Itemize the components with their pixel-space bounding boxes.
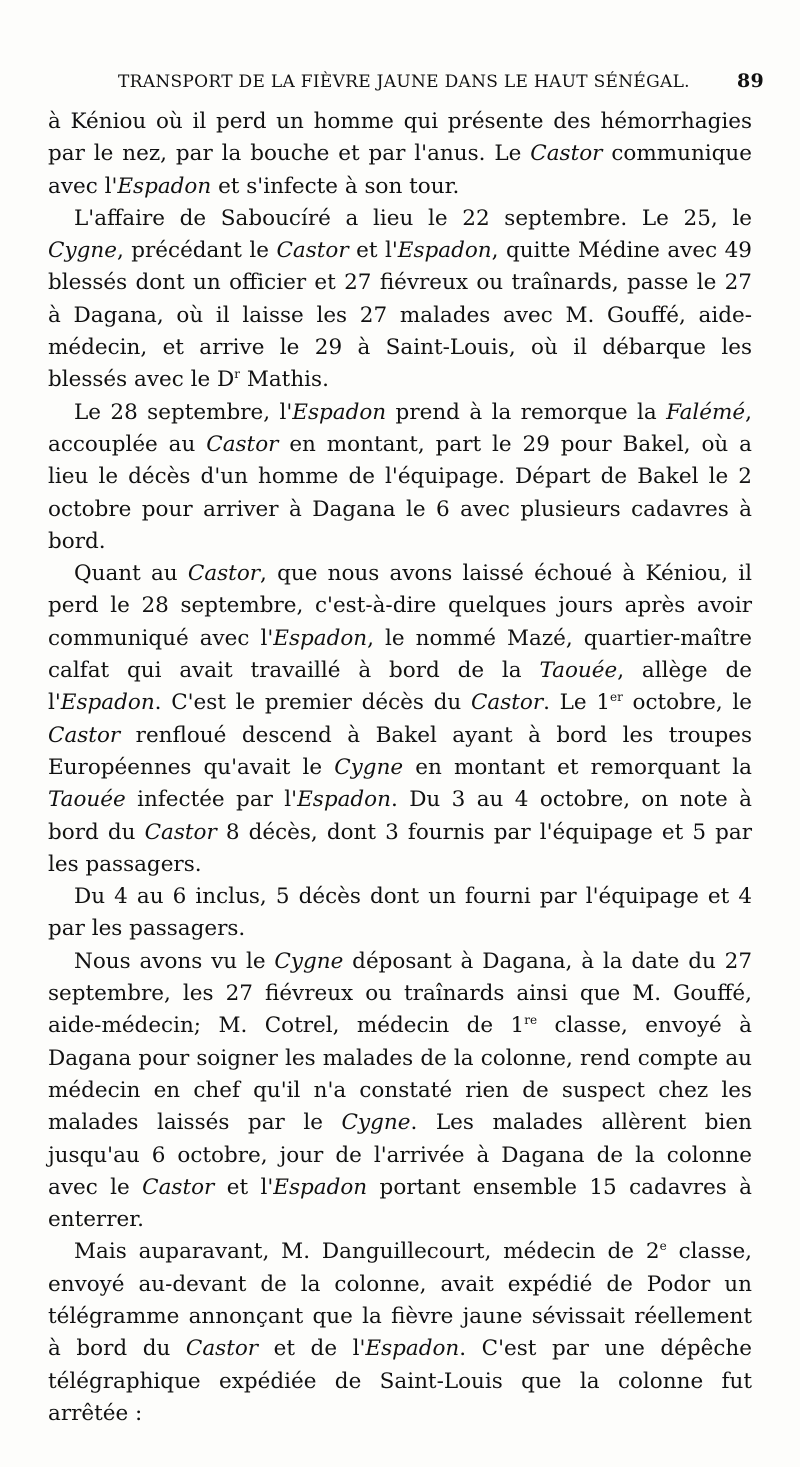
text-run: classe, envoyé au-devant de la colonne, avait expédié de Podor un télégramme annonçant que la fièvre jaune sévissait réellement à bord du: [48, 1239, 752, 1362]
text-run: Le 28 septembre, l': [74, 399, 293, 425]
text-run: octobre, le: [622, 690, 753, 716]
text-run: infectée par l': [125, 787, 298, 813]
text-run: , que nous avons laissé échoué à Kéniou, il perd le 28 septembre, c'est-à-dire quelques jours après avoir communiqué avec l': [48, 561, 752, 651]
paragraph: [48, 881, 752, 946]
text-run: Nous avons vu le: [74, 948, 275, 974]
text-run: 8 décès, dont 3 fournis par l'équipage et 5 par les passagers.: [48, 819, 752, 877]
ship-name: Castor: [48, 722, 121, 748]
paragraph: [48, 946, 752, 1237]
ship-name: Espadon: [297, 787, 391, 813]
text-run: , allège de l': [48, 658, 752, 716]
ship-name: Espadon: [273, 1174, 368, 1200]
text-run: . Les malades allèrent bien jusqu'au 6 octobre, jour de l'arrivée à Dagana de la colonne avec le: [48, 1110, 752, 1200]
ship-name: Castor: [142, 1174, 215, 1200]
ship-name: Cygne: [274, 948, 344, 974]
text-run: , accouplée au: [48, 399, 752, 457]
ship-name: Taouée: [48, 787, 126, 813]
ship-name: Castor: [187, 561, 261, 587]
text-run: communique avec l': [48, 141, 752, 199]
text-run: et l': [214, 1174, 274, 1200]
ship-name: Castor: [276, 238, 349, 264]
text-run: déposant à Dagana, à la date du 27 septembre, les 27 fiévreux ou traînards ainsi que M. Gouffé, aide-médecin; M. Cotrel, médecin de 1: [48, 948, 753, 1039]
text-run: à Kéniou où il perd un homme qui présente des hémorrhagies par le nez, par la bouche et par l'anus. Le: [48, 109, 752, 167]
text-run: classe, envoyé à Dagana pour soigner les malades de la colonne, rend compte au médecin en chef qu'il n'a constaté rien de suspect chez les malades laissés par le: [48, 1013, 752, 1136]
ship-name: Castor: [530, 141, 603, 167]
page-header: [50, 64, 764, 94]
ship-name: Espadon: [117, 173, 212, 199]
text-run: Quant au: [74, 561, 188, 587]
text-run: . C'est par une dépêche télégraphique expédiée de Saint-Louis que la colonne fut arrêtée :: [48, 1336, 753, 1426]
ship-name: Cygne: [48, 238, 117, 264]
ship-name: Espadon: [292, 399, 387, 425]
text-run: portant ensemble 15 cadavres à enterrer.: [48, 1174, 752, 1233]
text-run: L'affaire de Saboucíré a lieu le 22 septembre. Le 25, le: [74, 205, 752, 231]
superscript: r: [234, 367, 241, 382]
text-run: , précédant le: [116, 238, 277, 264]
paragraph: [48, 558, 752, 881]
text-run: Mathis.: [240, 367, 329, 393]
text-run: . Le 1: [543, 690, 611, 716]
text-run: renfloué descend à Bakel ayant à bord les troupes Européennes qu'avait le: [48, 722, 752, 780]
text-run: . Du 3 au 4 octobre, on note à bord du: [48, 787, 752, 845]
ship-name: Castor: [206, 431, 279, 457]
text-run: Mais auparavant, M. Danguillecourt, médecin de 2: [74, 1239, 660, 1265]
text-run: et l': [348, 238, 398, 264]
paragraph: [48, 1236, 752, 1430]
text-run: en montant, part le 29 pour Bakel, où a lieu le décès d'un homme de l'équipage. Départ de Bakel le 2 octobre pour arriver à Dagana le 6 avec plusieurs cadavres à bord.: [48, 431, 752, 554]
ship-name: Espadon: [273, 625, 368, 651]
ship-name: Castor: [144, 819, 217, 845]
paragraph: [48, 203, 752, 397]
body-text: [48, 106, 752, 1430]
text-run: , le nommé Mazé, quartier-maître calfat qui avait travaillé à bord de la: [48, 625, 752, 684]
paragraph: [48, 106, 752, 203]
ship-name: Castor: [185, 1336, 259, 1362]
ship-name: Taouée: [539, 658, 618, 684]
ship-name: Espadon: [60, 690, 155, 716]
superscript: re: [524, 1013, 538, 1028]
text-run: en montant et remorquant la: [403, 754, 752, 780]
text-run: . C'est le premier décès du: [154, 690, 471, 716]
ship-name: Falémé: [666, 399, 746, 425]
running-title: TRANSPORT DE LA FIÈVRE JAUNE DANS LE HAUT SÉNÉGAL.: [118, 72, 690, 92]
text-run: Du 4 au 6 inclus, 5 décès dont un fourni par l'équipage et 4 par les passagers.: [48, 884, 752, 942]
text-run: prend à la remorque la: [386, 399, 667, 425]
superscript: er: [610, 690, 623, 705]
superscript: e: [659, 1239, 667, 1254]
ship-name: Cygne: [341, 1110, 411, 1136]
ship-name: Castor: [470, 690, 544, 716]
page-number: 89: [736, 70, 764, 92]
text-run: et s'infecte à son tour.: [211, 173, 460, 199]
ship-name: Cygne: [334, 754, 404, 780]
ship-name: Espadon: [397, 238, 492, 264]
ship-name: Espadon: [365, 1336, 460, 1362]
paragraph: [48, 397, 752, 558]
text-run: , quitte Médine avec 49 blessés dont un officier et 27 fiévreux ou traînards, passe le 27 à Dagana, où il laisse les 27 malades avec M. Gouffé, aide-médecin, et arrive le 29 à Saint-Louis, où il débarque les blessés avec le D: [48, 238, 752, 393]
text-run: et de l': [258, 1336, 366, 1362]
